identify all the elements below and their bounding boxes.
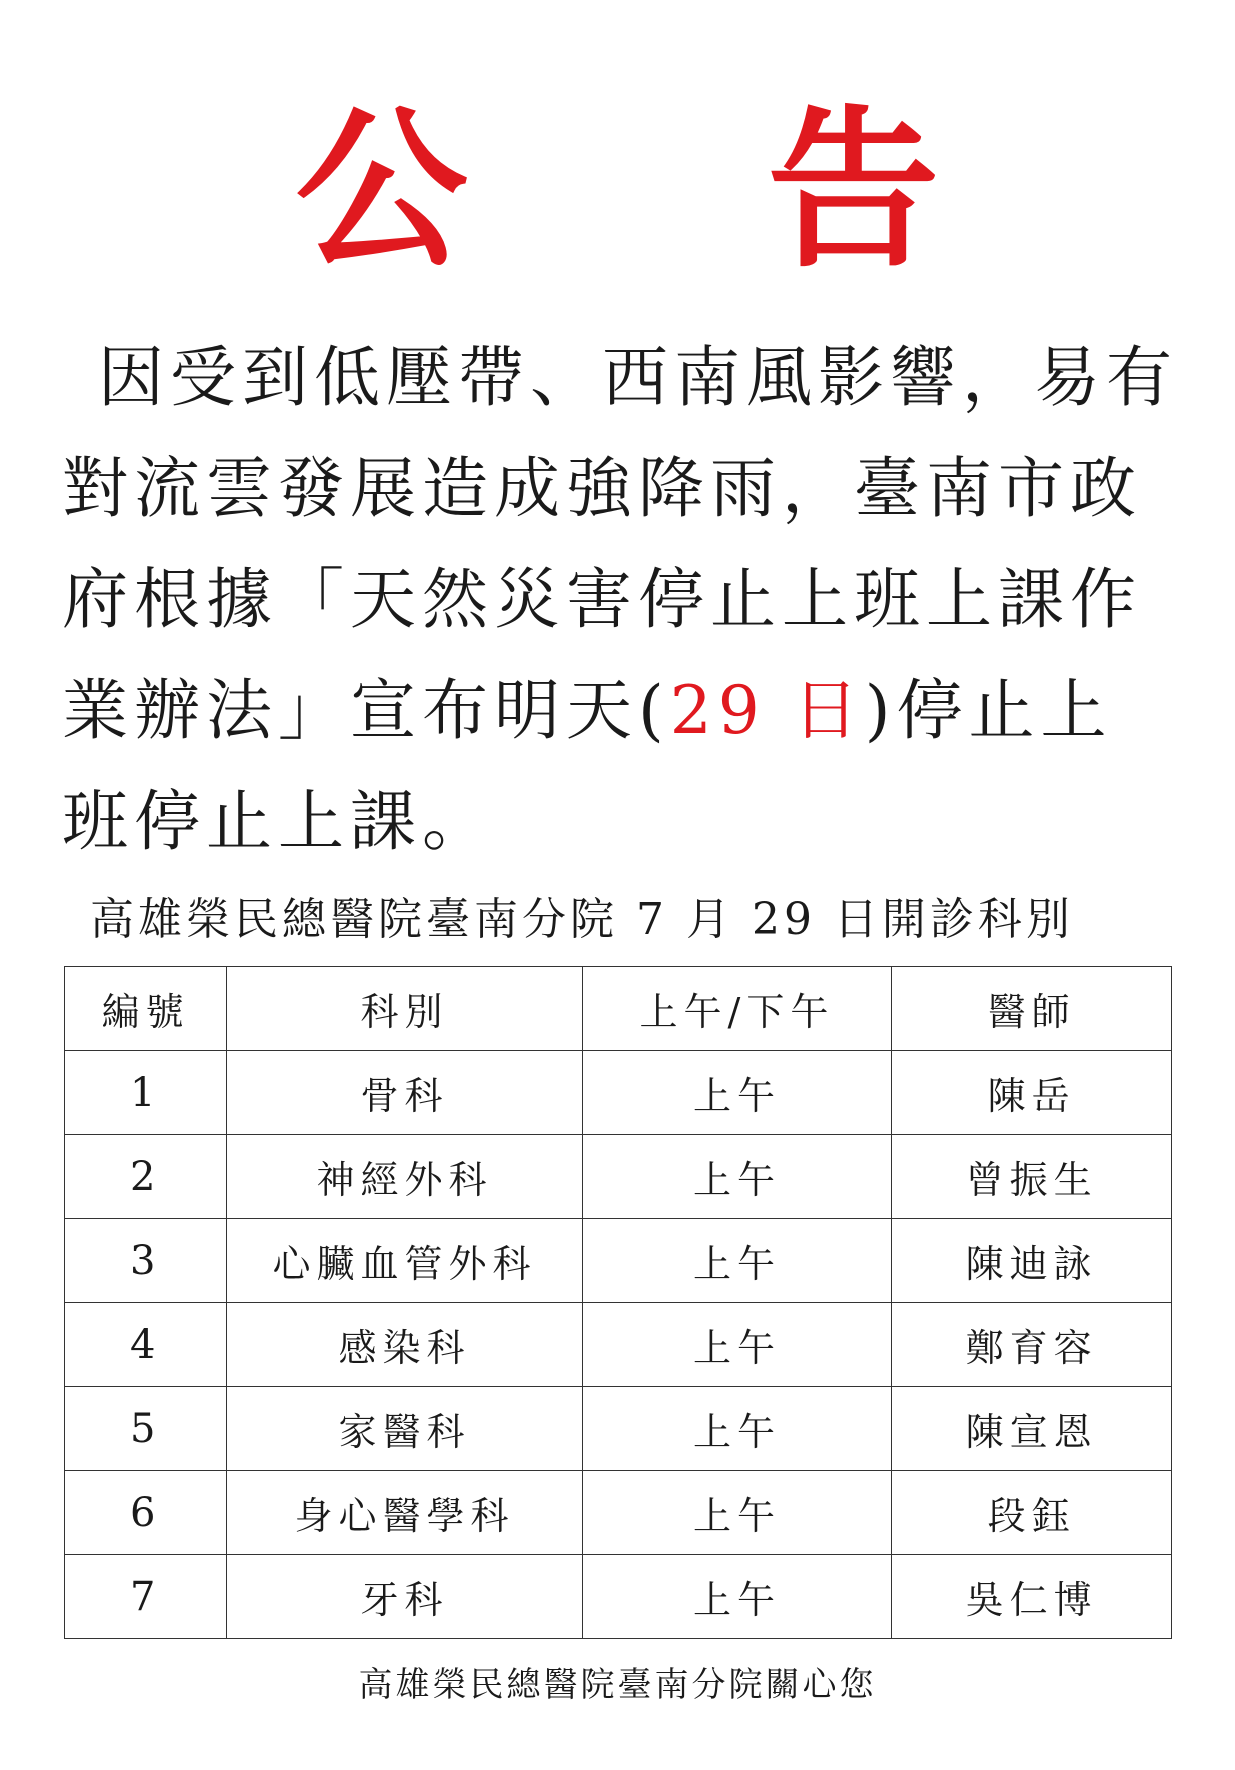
table-row [65,1387,1172,1471]
row-no: 6 [65,1471,227,1555]
row-time: 上午 [582,1555,892,1639]
schedule-subtitle: 高雄榮民總醫院臺南分院 7 月 29 日開診科別 [90,894,1074,945]
row-dept: 牙科 [227,1555,582,1639]
row-time: 上午 [582,1219,892,1303]
table-row [65,1555,1172,1639]
row-no: 1 [65,1051,227,1135]
table-header-row [65,967,1172,1051]
table-row [65,1471,1172,1555]
row-time: 上午 [582,1471,892,1555]
row-dept: 身心醫學科 [227,1471,582,1555]
header-doctor: 醫師 [892,967,1172,1051]
table-row [65,1219,1172,1303]
row-dept: 神經外科 [227,1135,582,1219]
row-doctor: 段鈺 [892,1471,1172,1555]
header-time: 上午/下午 [582,967,892,1051]
row-doctor: 陳岳 [892,1051,1172,1135]
notice-date-highlight: 29 日 [669,672,865,749]
row-doctor: 吳仁博 [892,1555,1172,1639]
row-no: 3 [65,1219,227,1303]
row-no: 5 [65,1387,227,1471]
row-doctor: 曾振生 [892,1135,1172,1219]
row-dept: 心臟血管外科 [227,1219,582,1303]
row-dept: 骨科 [227,1051,582,1135]
row-dept: 家醫科 [227,1387,582,1471]
row-no: 2 [65,1135,227,1219]
row-no: 7 [65,1555,227,1639]
row-doctor: 鄭育容 [892,1303,1172,1387]
notice-body [62,322,1182,877]
table-row [65,1303,1172,1387]
table-row [65,1051,1172,1135]
notice-title: 公 告 [295,90,1060,291]
row-time: 上午 [582,1051,892,1135]
notice-text-part1: 因受到低壓帶、西南風影響，易有對流雲發展造成強降雨，臺南市政府根據「天然災害停止上班上課作業辦法」宣布明天( [62,339,1178,749]
row-time: 上午 [582,1303,892,1387]
footer-message: 高雄榮民總醫院臺南分院關心您 [358,1665,877,1705]
schedule-table [64,966,1172,1639]
row-time: 上午 [582,1387,892,1471]
row-doctor: 陳迪詠 [892,1219,1172,1303]
table-row [65,1135,1172,1219]
row-no: 4 [65,1303,227,1387]
notice-text-part2: )停止上班停止上課。 [62,672,1113,860]
header-no: 編號 [65,967,227,1051]
row-doctor: 陳宣恩 [892,1387,1172,1471]
row-time: 上午 [582,1135,892,1219]
row-dept: 感染科 [227,1303,582,1387]
header-dept: 科別 [227,967,582,1051]
